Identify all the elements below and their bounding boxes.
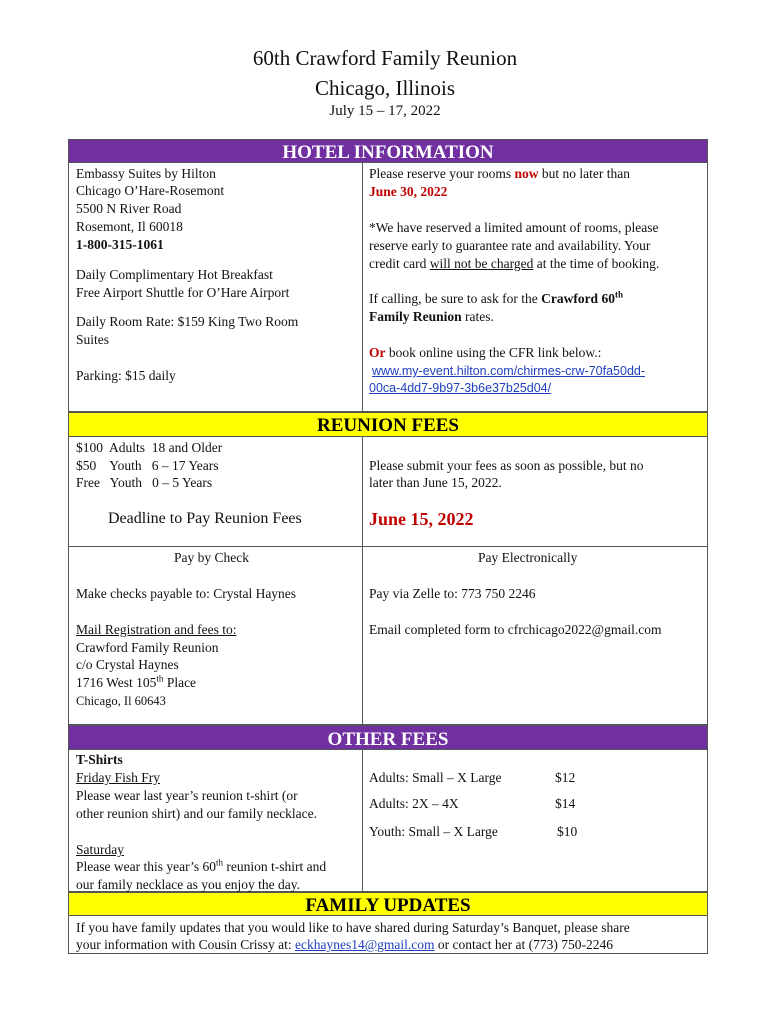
hotel-parking: Parking: $15 daily: [76, 368, 176, 383]
calling-family-reunion: Family Reunion: [369, 309, 462, 324]
email-form-line: Email completed form to cfrchicago2022@gmail.com: [369, 622, 662, 637]
saturday-heading: Saturday: [76, 842, 124, 857]
submit-line1: Please submit your fees as soon as possible, but no: [369, 458, 644, 473]
tshirts-heading: T-Shirts: [76, 752, 123, 767]
mail-address-line1: Crawford Family Reunion: [76, 640, 219, 655]
reserve-now: now: [514, 166, 539, 181]
hotel-breakfast: Daily Complimentary Hot Breakfast: [76, 267, 273, 282]
calling-rates: rates.: [465, 309, 494, 324]
document-dates: July 15 – 17, 2022: [329, 103, 441, 119]
friday-heading: Friday Fish Fry: [76, 770, 161, 785]
hotel-shuttle: Free Airport Shuttle for O’Hare Airport: [76, 285, 290, 300]
reserve-text-a: Please reserve your rooms: [369, 166, 512, 181]
limited-line2: reserve early to guarantee rate and availability. Your: [369, 238, 651, 253]
limited-line1: *We have reserved a limited amount of rooms, please: [369, 220, 659, 235]
hotel-rate-line2: Suites: [76, 332, 110, 347]
deadline-label: Deadline to Pay Reunion Fees: [108, 510, 302, 527]
price-label: Youth: Small – X Large: [369, 824, 498, 839]
saturday-text-b: reunion t-shirt and: [222, 859, 327, 874]
fee-youth: $50 Youth 6 – 17 Years: [76, 458, 219, 473]
saturday-text-a: Please wear this year’s 60: [76, 859, 216, 874]
price-label: Adults: Small – X Large: [369, 770, 502, 785]
hilton-link-line1[interactable]: www.my-event.hilton.com/chirmes-crw-70fa50dd-: [372, 364, 646, 378]
price-label: Adults: 2X – 4X: [369, 796, 459, 811]
hotel-rate-line1: Daily Room Rate: $159 King Two Room: [76, 314, 299, 329]
fee-adults: $100 Adults 18 and Older: [76, 440, 223, 455]
street-sup: th: [156, 673, 164, 684]
fees-heading: REUNION FEES: [68, 412, 708, 437]
not-charged-text: will not be charged: [429, 256, 534, 271]
price-value: $12: [555, 770, 576, 785]
calling-sup: th: [614, 289, 623, 300]
hotel-city: Rosemont, Il 60018: [76, 219, 183, 234]
submit-line2: later than June 15, 2022.: [369, 475, 502, 490]
friday-line2: other reunion shirt) and our family necklace.: [76, 806, 318, 821]
limited-text-a: credit card: [369, 256, 427, 271]
saturday-line2: our family necklace as you enjoy the day.: [76, 877, 301, 892]
pay-electronic-heading: Pay Electronically: [478, 550, 578, 565]
zelle-line: Pay via Zelle to: 773 750 2246: [369, 586, 536, 601]
limited-text-b: at the time of booking.: [536, 256, 660, 271]
calling-crawford: Crawford 60: [541, 291, 615, 306]
hotel-branch: Chicago O’Hare-Rosemont: [76, 183, 225, 198]
hotel-heading: HOTEL INFORMATION: [68, 139, 708, 163]
hotel-name: Embassy Suites by Hilton: [76, 166, 216, 181]
calling-text-a: If calling, be sure to ask for the: [369, 291, 538, 306]
hotel-street: 5500 N River Road: [76, 201, 182, 216]
reserve-deadline: June 30, 2022: [369, 184, 448, 199]
calling-line1: [369, 290, 623, 308]
deadline-date: June 15, 2022: [369, 509, 474, 529]
saturday-sup: th: [215, 857, 223, 868]
calling-line2: [369, 308, 494, 326]
mail-address-line3: [76, 674, 196, 692]
street-place: Place: [163, 675, 197, 690]
online-line: [369, 344, 601, 362]
mail-heading: Mail Registration and fees to:: [76, 622, 237, 637]
price-value: $14: [555, 796, 576, 811]
saturday-line1: [76, 858, 326, 876]
reserve-text-b: but no later than: [541, 166, 630, 181]
reserve-line: [369, 165, 630, 183]
checks-payable: Make checks payable to: Crystal Haynes: [76, 586, 297, 601]
document-title: 60th Crawford Family Reunion: [252, 46, 518, 70]
crissy-email-link[interactable]: eckhaynes14@gmail.com: [295, 937, 435, 952]
online-text: book online using the CFR link below.:: [388, 345, 602, 360]
hotel-phone: 1-800-315-1061: [76, 237, 164, 252]
limited-line3: [369, 255, 659, 273]
fee-free: Free Youth 0 – 5 Years: [76, 475, 213, 490]
updates-line2: [76, 936, 613, 954]
updates-heading: FAMILY UPDATES: [68, 892, 708, 916]
hilton-link-line2[interactable]: 00ca-4dd7-9b97-3b6e37b25d04/: [369, 381, 552, 395]
updates-text-a: your information with Cousin Crissy at:: [76, 937, 292, 952]
price-value: $10: [557, 824, 578, 839]
friday-line1: Please wear last year’s reunion t-shirt (or: [76, 788, 298, 803]
pay-check-heading: Pay by Check: [174, 550, 249, 565]
mail-address-line2: c/o Crystal Haynes: [76, 657, 179, 672]
other-fees-heading: OTHER FEES: [68, 725, 708, 750]
street-text: 1716 West 105: [76, 675, 157, 690]
updates-text-b: or contact her at (773) 750-2246: [437, 937, 613, 952]
document-city: Chicago, Illinois: [315, 76, 455, 100]
or-text: Or: [369, 345, 386, 360]
mail-address-line4: Chicago, Il 60643: [76, 694, 166, 708]
updates-line1: If you have family updates that you would like to have shared during Saturday’s Banquet, please share: [76, 920, 630, 935]
